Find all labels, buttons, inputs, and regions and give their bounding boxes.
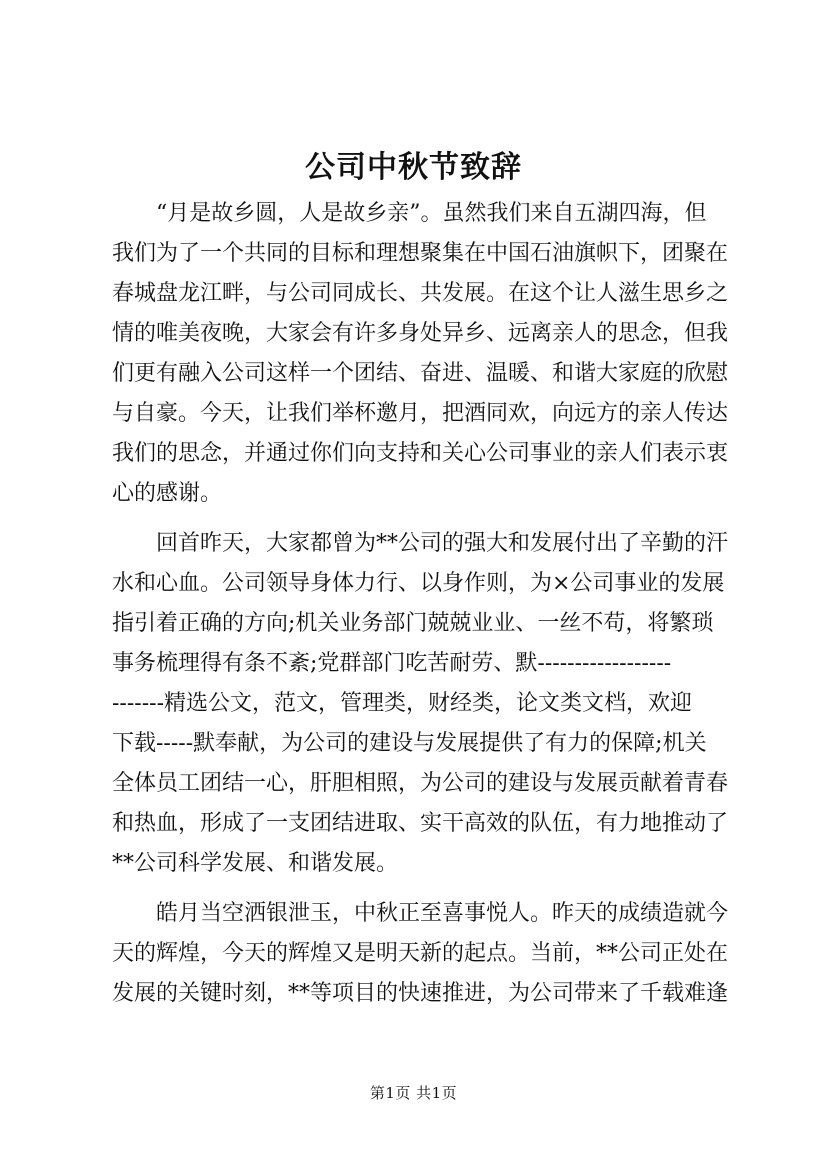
text-line: 与自豪。今天，让我们举杯邀月，把酒同欢，向远方的亲人传达 xyxy=(112,401,729,426)
document-body xyxy=(112,194,729,1014)
text-line: 水和心血。公司领导身体力行、以身作则，为×公司事业的发展 xyxy=(112,571,725,596)
text-line: **公司科学发展、和谐发展。 xyxy=(112,851,399,876)
text-line: 全体员工团结一心，肝胆相照，为公司的建设与发展贡献着青春 xyxy=(112,771,729,796)
paragraph-gap xyxy=(112,884,723,894)
paragraph-gap xyxy=(112,514,723,524)
paragraph-1 xyxy=(112,194,729,514)
page-footer: 第1页 共1页 xyxy=(369,1084,458,1102)
text-line: 指引着正确的方向;机关业务部门兢兢业业、一丝不苟，将繁琐 xyxy=(112,611,714,636)
text-line: 皓月当空洒银泄玉，中秋正至喜事悦人。昨天的成绩造就今 xyxy=(156,901,729,926)
paragraph-3 xyxy=(112,894,729,1014)
text-line: 和热血，形成了一支团结进取、实干高效的队伍，有力地推动了 xyxy=(112,811,729,836)
text-line: 下载-----默奉献，为公司的建设与发展提供了有力的保障;机关 xyxy=(112,731,707,756)
text-line: 发展的关键时刻，**等项目的快速推进，为公司带来了千载难逢 xyxy=(112,981,729,1006)
text-line: -------精选公文，范文，管理类，财经类，论文类文档，欢迎 xyxy=(112,691,693,716)
text-line: “月是故乡圆，人是故乡亲”。虽然我们来自五湖四海，但 xyxy=(156,201,707,226)
text-line: 事务梳理得有条不紊;党群部门吃苦耐劳、默------------------ xyxy=(112,651,672,676)
text-line: 心的感谢。 xyxy=(112,481,223,506)
text-line: 情的唯美夜晚，大家会有许多身处异乡、远离亲人的思念，但我 xyxy=(112,321,729,346)
text-line: 们更有融入公司这样一个团结、奋进、温暖、和谐大家庭的欣慰 xyxy=(112,361,729,386)
text-line: 天的辉煌，今天的辉煌又是明天新的起点。当前，**公司正处在 xyxy=(112,941,729,966)
text-line: 春城盘龙江畔，与公司同成长、共发展。在这个让人滋生思乡之 xyxy=(112,281,729,306)
text-line: 回首昨天，大家都曾为**公司的强大和发展付出了辛勤的汗 xyxy=(156,531,729,556)
document-title: 公司中秋节致辞 xyxy=(305,150,522,185)
text-line: 我们为了一个共同的目标和理想聚集在中国石油旗帜下，团聚在 xyxy=(112,241,729,266)
paragraph-2 xyxy=(112,524,729,884)
text-line: 我们的思念，并通过你们向支持和关心公司事业的亲人们表示衷 xyxy=(112,441,729,466)
